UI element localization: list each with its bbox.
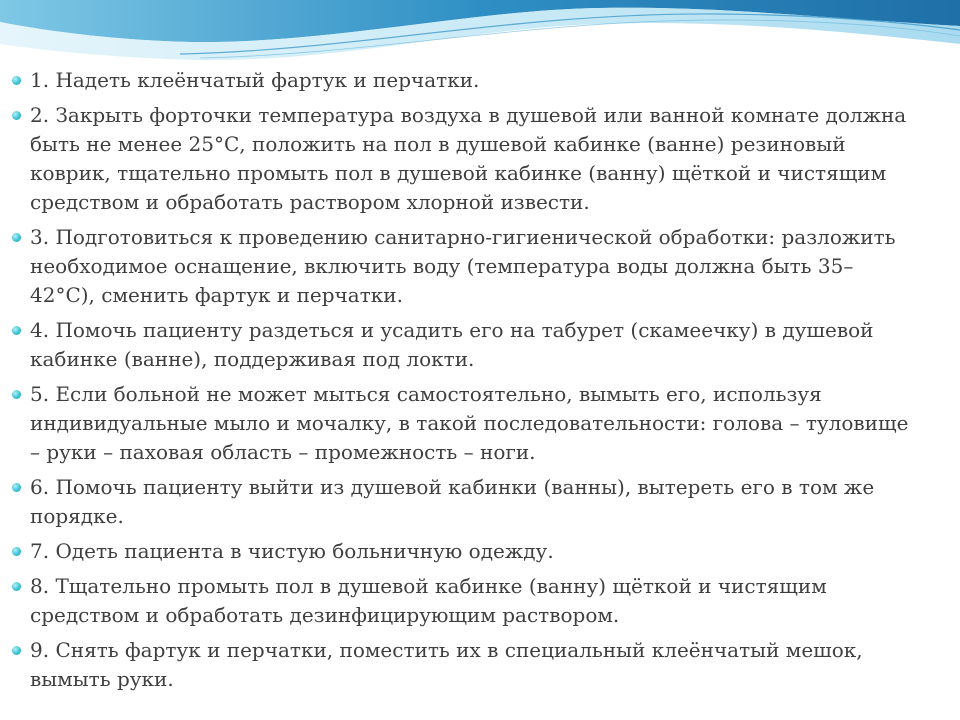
bullet-icon — [12, 547, 21, 556]
list-item — [12, 473, 912, 531]
list-item-text: 1. Надеть клеёнчатый фартук и перчатки. — [30, 68, 480, 92]
list-item-text: 6. Помочь пациенту выйти из душевой кабинки (ванны), вытереть его в том же порядке. — [30, 475, 875, 528]
bullet-icon — [12, 233, 21, 242]
bullet-icon — [12, 111, 21, 120]
list-item — [12, 636, 912, 694]
list-item — [12, 316, 912, 374]
list-item — [12, 101, 912, 217]
list-item-text: 8. Тщательно промыть пол в душевой кабинке (ванну) щёткой и чистящим средством и обработать дезинфицирующим раствором. — [30, 574, 827, 627]
bullet-icon — [12, 390, 21, 399]
list-item-text: 3. Подготовиться к проведению санитарно-гигиенической обработки: разложить необходимое оснащение, включить воду (температура воды должна быть 35–42°С), сменить фартук и перчатки. — [30, 225, 896, 307]
list-item-text: 5. Если больной не может мыться самостоятельно, вымыть его, используя индивидуальные мыло и мочалку, в такой последовательности: голова – туловище – руки – паховая область – промежность – ноги. — [30, 382, 909, 464]
bullet-icon — [12, 646, 21, 655]
bullet-icon — [12, 483, 21, 492]
list-item-text: 9. Снять фартук и перчатки, поместить их в специальный клеёнчатый мешок, вымыть руки. — [30, 638, 863, 691]
bullet-icon — [12, 76, 21, 85]
instruction-list — [12, 66, 912, 700]
list-item — [12, 380, 912, 467]
list-item — [12, 66, 912, 95]
bullet-icon — [12, 326, 21, 335]
list-item-text: 4. Помочь пациенту раздеться и усадить его на табурет (скамеечку) в душевой кабинке (ванне), поддерживая под локти. — [30, 318, 874, 371]
list-item — [12, 537, 912, 566]
list-item-text: 7. Одеть пациента в чистую больничную одежду. — [30, 539, 554, 563]
list-item — [12, 223, 912, 310]
list-item-text: 2. Закрыть форточки температура воздуха в душевой или ванной комнате должна быть не менее 25°С, положить на пол в душевой кабинке (ванне) резиновый коврик, тщательно промыть пол в душевой кабинке (ванну) щёткой и чистящим средством и обработать раствором хлорной извести. — [30, 103, 907, 214]
bullet-icon — [12, 582, 21, 591]
list-item — [12, 572, 912, 630]
